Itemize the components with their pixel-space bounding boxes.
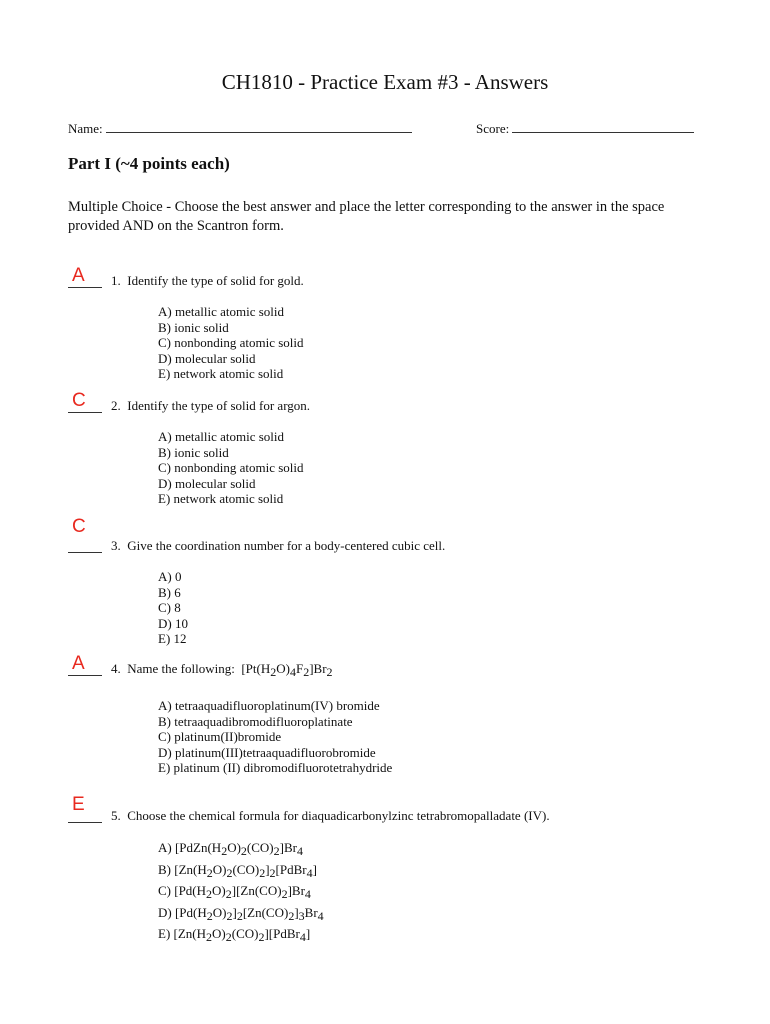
answer-blank[interactable]: [68, 822, 102, 823]
option-e: E) 12: [158, 631, 187, 646]
question-number: 1.: [111, 273, 121, 288]
option-c: C) nonbonding atomic solid: [158, 460, 304, 475]
answer-mark: E: [72, 794, 85, 815]
score-field[interactable]: [476, 121, 694, 137]
instructions: Multiple Choice - Choose the best answer and place the letter corresponding to the answer in the space provided AND on the Scantron form.: [68, 199, 665, 234]
question-number: 5.: [111, 808, 121, 823]
score-label: Score:: [476, 121, 510, 136]
answer-mark: A: [72, 653, 85, 674]
option-c: C) 8: [158, 600, 181, 615]
formula-part: [Pt(H: [241, 661, 271, 676]
formula-part: O): [276, 661, 290, 676]
question-text: [111, 398, 310, 414]
formula-part: ]Br: [309, 661, 327, 676]
option-a: A) metallic atomic solid: [158, 304, 284, 319]
option-list: [158, 698, 392, 776]
option-list: [158, 304, 304, 382]
formula-subscript: 4: [289, 665, 296, 679]
option-c: C) $[Pd(H_2O)_2][Zn(CO)_2]Br_4$: [158, 883, 311, 901]
question-text: [111, 538, 445, 554]
option-a: A) 0: [158, 569, 182, 584]
option-e: E) network atomic solid: [158, 491, 284, 506]
option-a: A) metallic atomic solid: [158, 429, 284, 444]
complex-formula: [241, 661, 333, 679]
name-label: Name:: [68, 121, 103, 136]
option-a: A) $[PdZn(H_2O)_2(CO)_2]Br_4$: [158, 840, 303, 858]
formula-subscript: 2: [303, 665, 310, 679]
question-text: [111, 808, 550, 824]
option-list: [158, 569, 188, 647]
score-blank-line[interactable]: [512, 122, 694, 133]
page-title: CH1810 - Practice Exam #3 - Answers: [221, 70, 549, 94]
question-prompt: Name the following:: [127, 661, 235, 676]
answer-mark: A: [72, 265, 85, 286]
formula-subscript: 2: [326, 665, 333, 679]
answer-mark: C: [72, 516, 86, 537]
option-e: E) network atomic solid: [158, 366, 284, 381]
question-prompt: Identify the type of solid for argon.: [127, 398, 311, 413]
option-a: A) tetraaquadifluoroplatinum(IV) bromide: [158, 698, 380, 713]
formula-subscript: 2: [270, 665, 277, 679]
question-number: 3.: [111, 538, 121, 553]
option-b: B) tetraaquadibromodifluoroplatinate: [158, 713, 353, 729]
name-field[interactable]: [68, 121, 412, 137]
question-prompt: Identify the type of solid for gold.: [127, 273, 304, 288]
question-text: [111, 273, 304, 289]
option-b: B) ionic solid: [158, 444, 229, 460]
option-d: D) molecular solid: [158, 350, 256, 366]
name-blank-line[interactable]: [106, 122, 412, 133]
question-prompt: Choose the chemical formula for diaquadicarbonylzinc tetrabromopalladate (IV).: [127, 808, 550, 823]
question-prompt: Give the coordination number for a body-centered cubic cell.: [127, 538, 446, 553]
option-e: E) $[Zn(H_2O)_2(CO)_2][PdBr_4]$: [158, 926, 311, 944]
option-b: B) $[Zn(H_2O)_2(CO)_2]_2[PdBr_4]$: [158, 861, 317, 880]
option-d: D) 10: [158, 615, 188, 631]
answer-blank[interactable]: [68, 675, 102, 676]
option-b: B) ionic solid: [158, 319, 229, 335]
answer-mark: C: [72, 390, 86, 411]
option-c: C) nonbonding atomic solid: [158, 335, 304, 350]
answer-blank[interactable]: [68, 552, 102, 553]
answer-blank[interactable]: [68, 287, 102, 288]
option-d: D) platinum(III)tetraaquadifluorobromide: [158, 744, 376, 760]
option-b: B) 6: [158, 584, 181, 600]
part-heading: Part I (~4 points each): [68, 154, 230, 173]
option-d: D) molecular solid: [158, 475, 256, 491]
question-number: 4.: [111, 661, 121, 676]
answer-blank[interactable]: [68, 412, 102, 413]
question-text: [111, 661, 333, 680]
option-list: [158, 429, 304, 507]
question-number: 2.: [111, 398, 121, 413]
option-e: E) platinum (II) dibromodifluorotetrahydride: [158, 760, 393, 775]
option-c: C) platinum(II)bromide: [158, 729, 282, 744]
formula-part: F: [295, 661, 304, 676]
option-list: [158, 839, 324, 947]
option-d: D) $[Pd(H_2O)_2]_2[Zn(CO)_2]_3Br_4$: [158, 904, 324, 923]
